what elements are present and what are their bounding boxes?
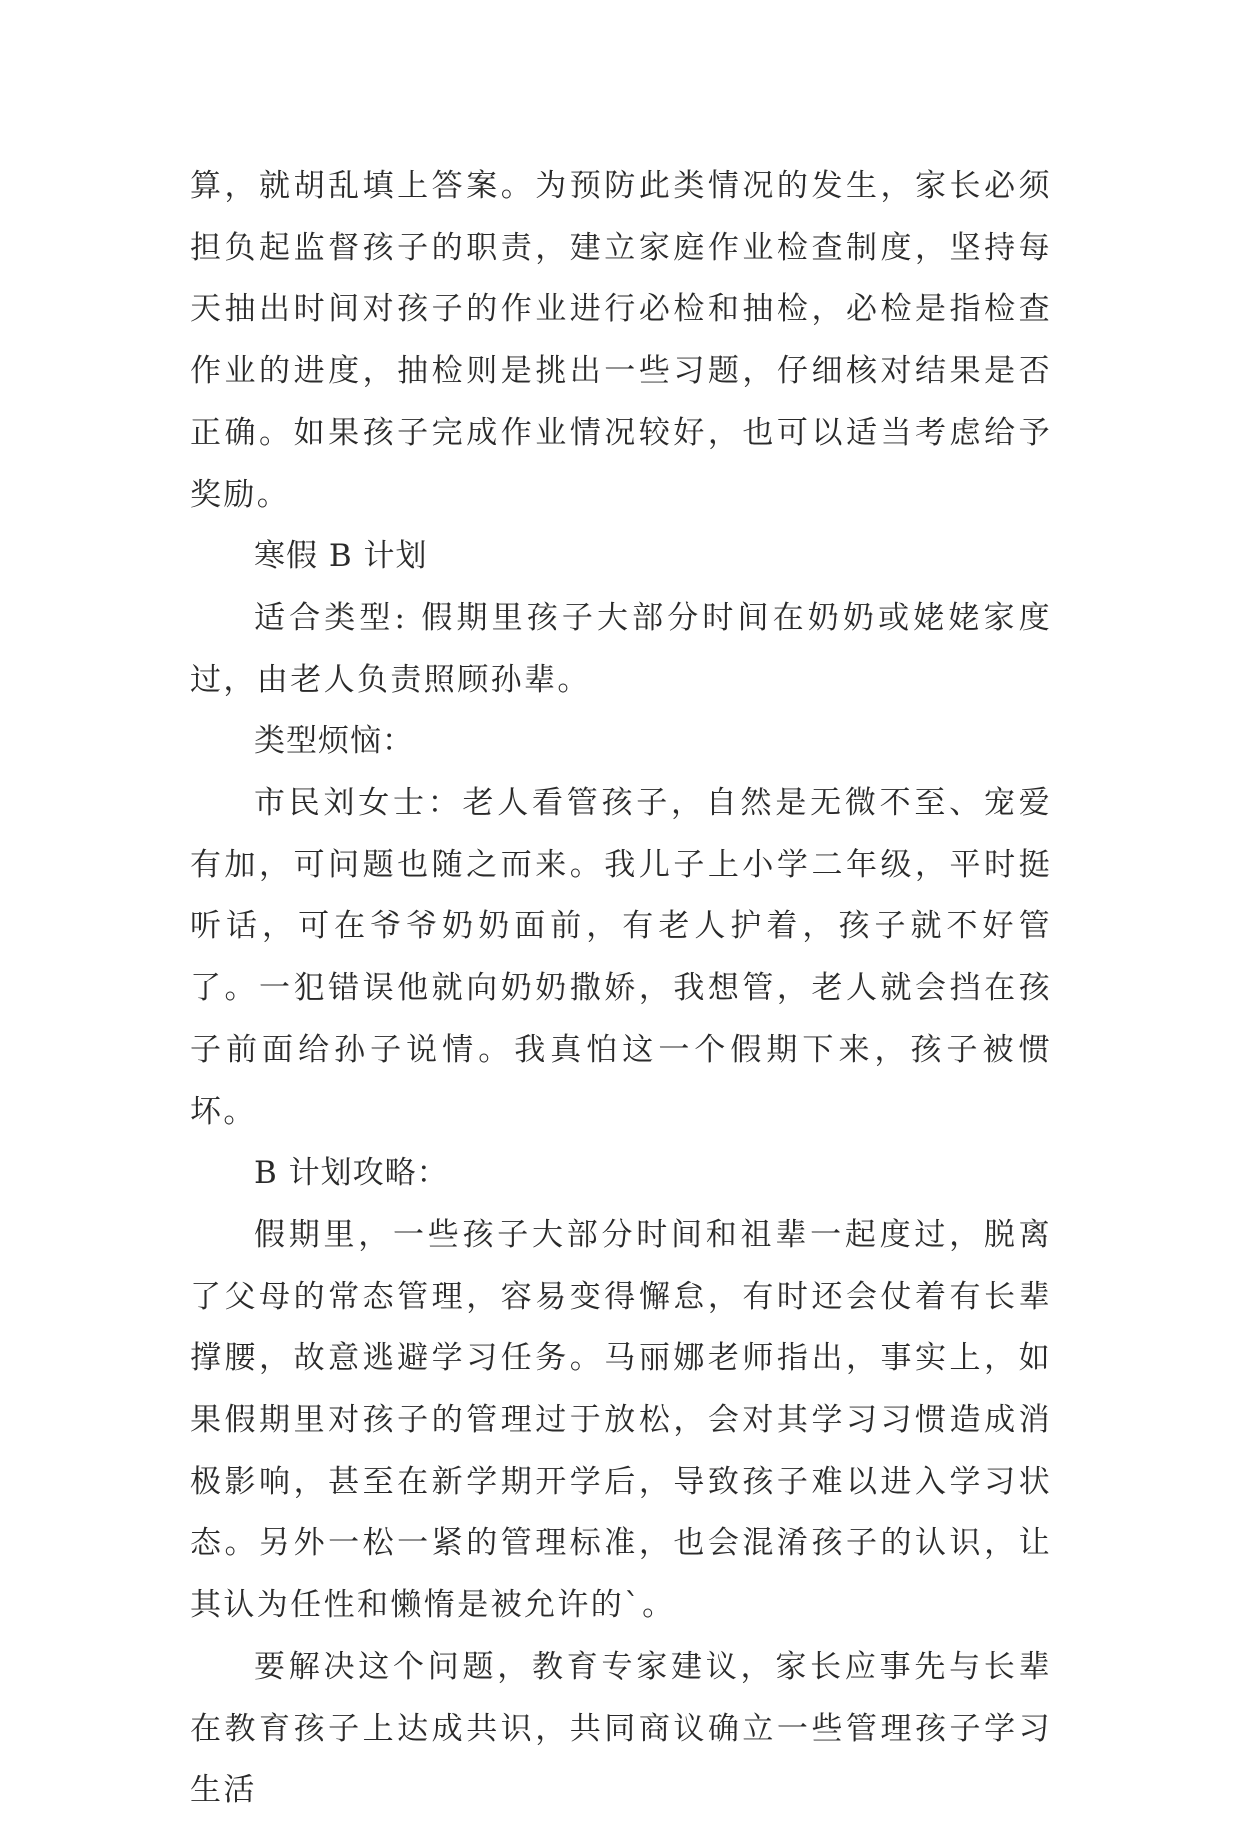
body-text	[190, 156, 1052, 1822]
paragraph-expert-suggestion: 要解决这个问题，教育专家建议，家长应事先与长辈在教育孩子上达成共识，共同商议确立一些管理孩子学习生活	[190, 1648, 1052, 1809]
section-heading-plan-b: 寒假 B 计划	[254, 538, 428, 575]
paragraph-teacher-advice: 假期里，一些孩子大部分时间和祖辈一起度过，脱离了父母的常态管理，容易变得懈怠，有时还会仗着有长辈撑腰，故意逃避学习任务。马丽娜老师指出，事实上，如果假期里对孩子的管理过于放松，会对其学习习惯造成消极影响，甚至在新学期开学后，导致孩子难以进入学习状态。另外一松一紧的管理标准，也会混淆孩子的认识，让其认为任性和懒惰是被允许的`。	[190, 1216, 1052, 1624]
paragraph-homework-check: 算，就胡乱填上答案。为预防此类情况的发生，家长必须担负起监督孩子的职责，建立家庭作业检查制度，坚持每天抽出时间对孩子的作业进行必检和抽检，必检是指检查作业的进度，抽检则是挑出一些习题，仔细核对结果是否正确。如果孩子完成作业情况较好，也可以适当考虑给予奖励。	[190, 168, 1052, 513]
subheading-type-worries: 类型烦恼：	[254, 723, 414, 760]
paragraph-citizen-quote: 市民刘女士：老人看管孩子，自然是无微不至、宠爱有加，可问题也随之而来。我儿子上小学二年级，平时挺听话，可在爷爷奶奶面前，有老人护着，孩子就不好管了。一犯错误他就向奶奶撒娇，我想管，老人就会挡在孩子前面给孙子说情。我真怕这一个假期下来，孩子被惯坏。	[190, 785, 1052, 1130]
subheading-plan-b-strategy: B 计划攻略：	[254, 1155, 449, 1192]
paragraph-suitable-type: 适合类型: 假期里孩子大部分时间在奶奶或姥姥家度过，由老人负责照顾孙辈。	[190, 599, 1052, 698]
